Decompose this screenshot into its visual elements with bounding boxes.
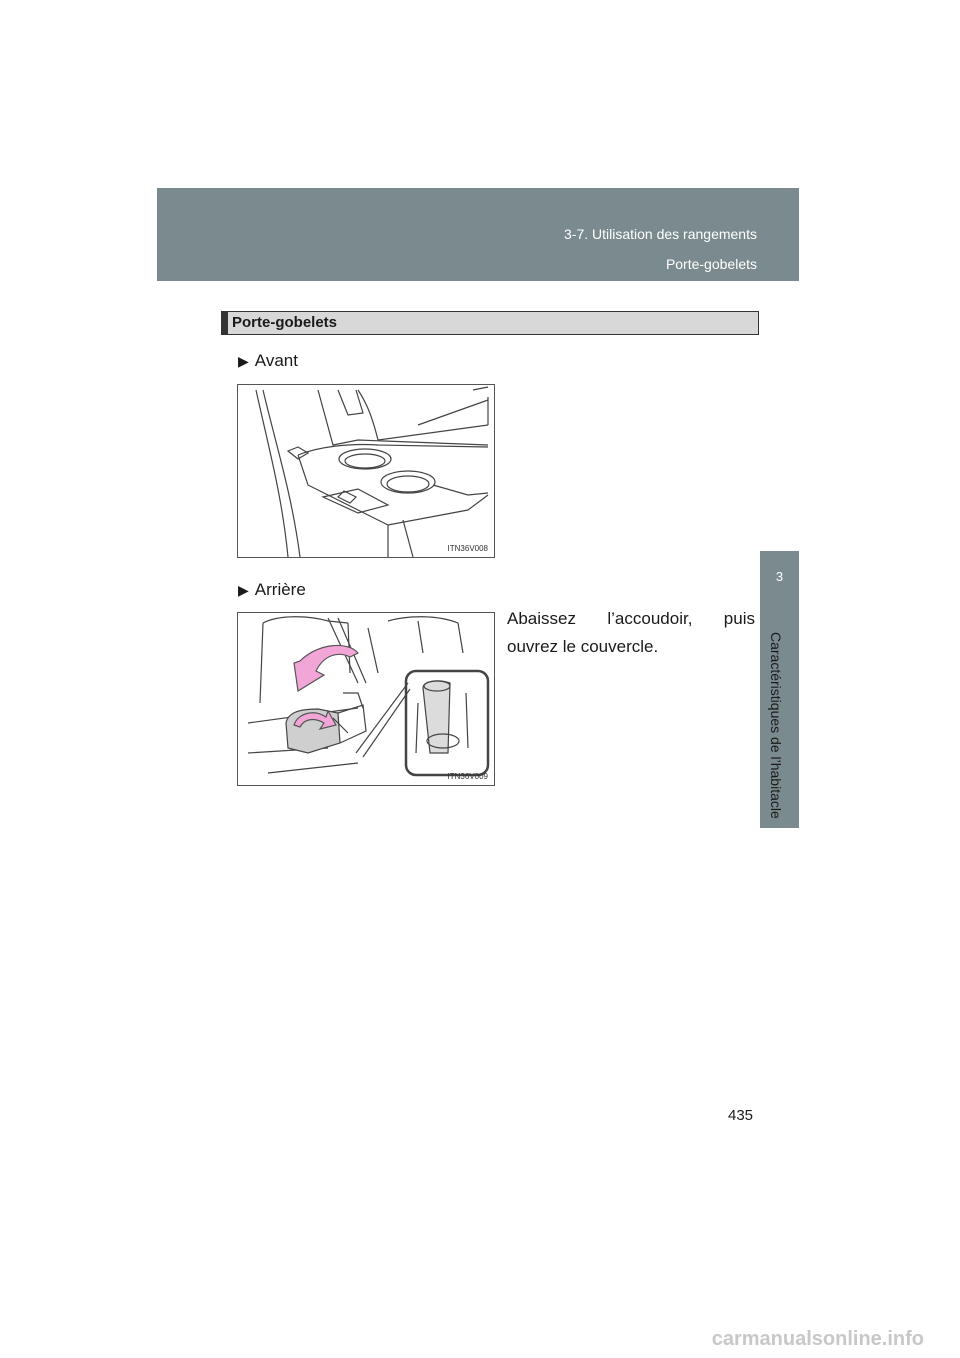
fold-down-arrow-icon (294, 645, 358, 691)
section-heading-bar (221, 311, 759, 335)
watermark-text: carmanualsonline.info (711, 1328, 924, 1350)
page-number: 435 (728, 1107, 754, 1124)
figure-code-rear: ITN36V009 (447, 772, 488, 781)
figure-rear-armrest (237, 612, 495, 786)
figure-front-cup-holders (237, 384, 495, 558)
subheading-front-label: Avant (254, 351, 298, 370)
triangle-bullet-icon: ▶ (238, 582, 249, 598)
section-heading-accent (222, 312, 228, 334)
page-header (157, 188, 799, 281)
chapter-number: 3 (775, 569, 784, 584)
front-cup-holder-illustration (238, 385, 494, 557)
subheading-rear (238, 580, 306, 600)
rear-instruction-text: Abaissez l’accoudoir, puis ouvrez le couvercle. (507, 609, 755, 656)
watermark-strip (0, 1326, 960, 1358)
header-subsection-title: Porte-gobelets (665, 256, 757, 272)
header-section-title: 3-7. Utilisation des rangements (564, 226, 757, 242)
section-heading: Porte-gobelets (232, 314, 338, 331)
subheading-front (238, 351, 298, 371)
subheading-rear-label: Arrière (254, 580, 306, 599)
chapter-title-vertical: Caractéristiques de l’habitacle (768, 632, 784, 819)
rear-armrest-illustration (238, 613, 494, 785)
triangle-bullet-icon: ▶ (238, 353, 249, 369)
figure-code-front: ITN36V008 (447, 544, 488, 553)
